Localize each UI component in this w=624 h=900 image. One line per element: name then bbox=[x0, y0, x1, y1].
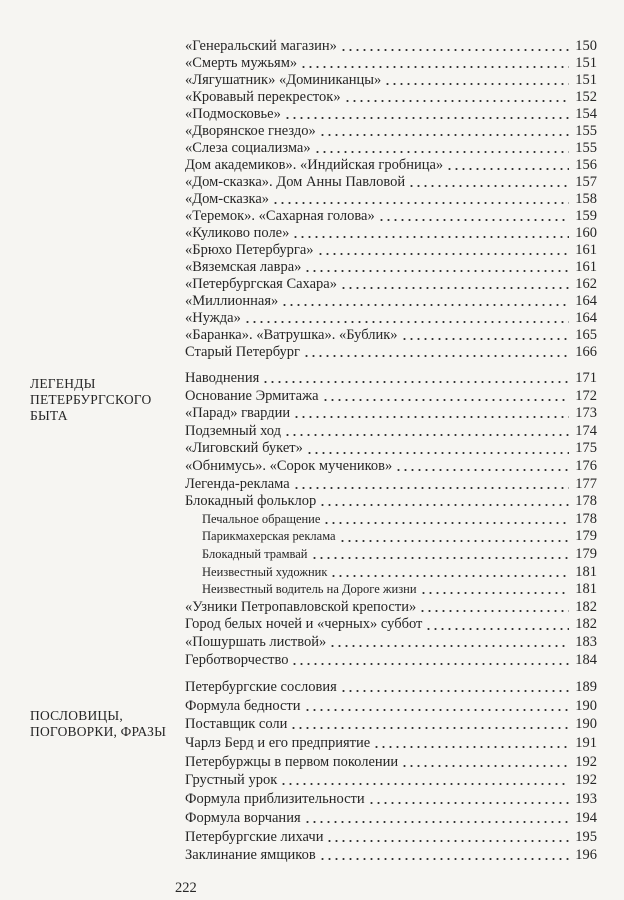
entry-title: Формула приблизительности bbox=[185, 791, 365, 808]
section-label-line: БЫТА bbox=[30, 408, 68, 423]
toc-entry bbox=[185, 697, 597, 716]
entry-page: 172 bbox=[575, 387, 597, 404]
leader-dots bbox=[319, 123, 569, 140]
entry-page: 156 bbox=[575, 157, 597, 173]
leader-dots bbox=[340, 276, 569, 293]
section-label-line: ПЕТЕРБУРГСКОГО bbox=[30, 392, 152, 407]
toc-entry bbox=[185, 809, 597, 828]
entry-title: Блокадный фольклор bbox=[185, 493, 317, 510]
entry-title: Старый Петербург bbox=[185, 344, 301, 360]
leader-dots bbox=[280, 771, 569, 790]
entry-title: Формула ворчания bbox=[185, 809, 301, 826]
entry-page: 181 bbox=[575, 563, 597, 580]
toc-entry bbox=[185, 225, 597, 242]
entry-page: 181 bbox=[575, 581, 597, 598]
entry-title: «Баранка». «Ватрушка». «Бублик» bbox=[185, 327, 398, 343]
leader-dots bbox=[314, 140, 569, 157]
toc-entry bbox=[185, 790, 597, 809]
toc-entry bbox=[185, 140, 597, 157]
entry-page: 164 bbox=[575, 293, 597, 309]
leader-dots bbox=[317, 242, 569, 259]
leader-dots bbox=[284, 423, 569, 441]
toc-entry bbox=[185, 89, 597, 106]
toc-entry bbox=[185, 678, 597, 697]
entry-page: 164 bbox=[575, 310, 597, 326]
entry-page: 151 bbox=[575, 72, 597, 88]
entry-page: 177 bbox=[575, 475, 597, 492]
leader-dots bbox=[306, 440, 569, 458]
entry-page: 152 bbox=[575, 89, 597, 105]
entry-page: 166 bbox=[575, 344, 597, 360]
entry-page: 161 bbox=[575, 259, 597, 275]
entry-title: «Дом-сказка». Дом Анны Павловой bbox=[185, 174, 406, 190]
entry-page: 196 bbox=[575, 847, 597, 864]
entry-page: 182 bbox=[575, 598, 597, 615]
leader-dots bbox=[304, 259, 569, 276]
entry-page: 173 bbox=[575, 405, 597, 422]
leader-dots bbox=[326, 828, 569, 847]
leader-dots bbox=[420, 581, 569, 599]
leader-dots bbox=[293, 405, 569, 423]
toc-entry bbox=[185, 652, 597, 670]
entry-title: «Вяземская лавра» bbox=[185, 259, 302, 275]
leader-dots bbox=[401, 753, 569, 772]
leader-dots bbox=[322, 388, 569, 406]
toc-entry bbox=[185, 476, 597, 494]
entry-page: 150 bbox=[575, 38, 597, 54]
entry-title: Подземный ход bbox=[185, 422, 281, 439]
entry-title: Грустный урок bbox=[185, 772, 278, 789]
leader-dots bbox=[419, 599, 569, 617]
entry-page: 193 bbox=[575, 791, 597, 808]
leader-dots bbox=[292, 225, 569, 242]
entry-title: Блокадный трамвай bbox=[202, 546, 308, 561]
entry-page: 190 bbox=[575, 716, 597, 733]
entry-page: 192 bbox=[575, 772, 597, 789]
leader-dots bbox=[339, 528, 569, 546]
leader-dots bbox=[303, 344, 569, 361]
leader-dots bbox=[319, 493, 569, 511]
toc-list bbox=[185, 678, 597, 865]
entry-title: Чарлз Берд и его предприятие bbox=[185, 735, 371, 752]
entry-page: 161 bbox=[575, 242, 597, 258]
leader-dots bbox=[330, 564, 569, 582]
section-label bbox=[30, 376, 180, 424]
leader-dots bbox=[368, 790, 569, 809]
entry-title: «Дом-сказка» bbox=[185, 191, 270, 207]
section-label-line: ПОСЛОВИЦЫ, bbox=[30, 708, 123, 723]
entry-title: Петербургские лихачи bbox=[185, 828, 324, 845]
entry-page: 178 bbox=[575, 493, 597, 510]
entry-title: «Лиговский букет» bbox=[185, 440, 303, 457]
leader-dots bbox=[311, 546, 570, 564]
leader-dots bbox=[340, 678, 569, 697]
entry-page: 151 bbox=[575, 55, 597, 71]
leader-dots bbox=[290, 715, 569, 734]
entry-page: 192 bbox=[575, 753, 597, 770]
entry-page: 194 bbox=[575, 809, 597, 826]
entry-title: Парикмахерская реклама bbox=[202, 529, 336, 544]
toc-entry bbox=[185, 616, 597, 634]
toc-entry bbox=[185, 55, 597, 72]
entry-page: 155 bbox=[575, 123, 597, 139]
toc-entry bbox=[185, 423, 597, 441]
toc-entry bbox=[185, 191, 597, 208]
toc-entry bbox=[185, 242, 597, 259]
entry-title: «Кровавый перекресток» bbox=[185, 89, 341, 105]
section-label-line: ПОГОВОРКИ, ФРАЗЫ bbox=[30, 724, 167, 739]
entry-page: 176 bbox=[575, 457, 597, 474]
entry-page: 155 bbox=[575, 140, 597, 156]
entry-page: 159 bbox=[575, 208, 597, 224]
leader-dots bbox=[304, 809, 569, 828]
entry-page: 184 bbox=[575, 651, 597, 668]
leader-dots bbox=[425, 616, 569, 634]
entry-page: 162 bbox=[575, 276, 597, 292]
entry-title: Дом академиков». «Индийская гробница» bbox=[185, 157, 444, 173]
leader-dots bbox=[319, 846, 569, 865]
toc-entry bbox=[185, 440, 597, 458]
toc-entry bbox=[185, 106, 597, 123]
leader-dots bbox=[323, 511, 569, 529]
toc-entry bbox=[185, 771, 597, 790]
leader-dots bbox=[300, 55, 569, 72]
entry-title: Петербургские сословия bbox=[185, 679, 337, 695]
entry-page: 158 bbox=[575, 191, 597, 207]
toc-entry bbox=[185, 276, 597, 293]
leader-dots bbox=[344, 89, 569, 106]
toc-entry bbox=[185, 310, 597, 327]
entry-title: Город белых ночей и «черных» суббот bbox=[185, 616, 423, 633]
toc-entry bbox=[185, 123, 597, 140]
toc-entry bbox=[185, 370, 597, 388]
entry-page: 154 bbox=[575, 106, 597, 122]
entry-page: 174 bbox=[575, 422, 597, 439]
entry-title: «Лягушатник» «Доминиканцы» bbox=[185, 72, 382, 88]
entry-page: 195 bbox=[575, 828, 597, 845]
leader-dots bbox=[284, 106, 569, 123]
toc-entry bbox=[185, 388, 597, 406]
toc-entry bbox=[185, 734, 597, 753]
entry-title: Неизвестный художник bbox=[202, 564, 328, 579]
entry-page: 175 bbox=[575, 440, 597, 457]
toc-list bbox=[185, 370, 597, 669]
toc-entry bbox=[185, 293, 597, 310]
leader-dots bbox=[384, 72, 569, 89]
leader-dots bbox=[408, 174, 569, 191]
toc-entry bbox=[185, 493, 597, 511]
section-label-line: ЛЕГЕНДЫ bbox=[30, 376, 96, 391]
entry-page: 189 bbox=[575, 679, 597, 695]
toc-entry bbox=[185, 208, 597, 225]
toc-entry bbox=[185, 327, 597, 344]
toc-entry bbox=[185, 634, 597, 652]
leader-dots bbox=[378, 208, 569, 225]
entry-title: «Слеза социализма» bbox=[185, 140, 311, 156]
entry-title: «Смерть мужьям» bbox=[185, 55, 298, 71]
toc-entry bbox=[185, 715, 597, 734]
leader-dots bbox=[293, 476, 569, 494]
entry-page: 165 bbox=[575, 327, 597, 343]
page-number: 222 bbox=[175, 880, 197, 896]
leader-dots bbox=[281, 293, 569, 310]
toc-entry bbox=[185, 528, 597, 546]
leader-dots bbox=[446, 157, 569, 174]
entry-page: 179 bbox=[575, 545, 597, 562]
entry-page: 157 bbox=[575, 174, 597, 190]
toc-entry bbox=[185, 828, 597, 847]
entry-title: Формула бедности bbox=[185, 697, 301, 714]
toc-entry bbox=[185, 344, 597, 361]
toc-entry bbox=[185, 753, 597, 772]
leader-dots bbox=[304, 697, 569, 716]
toc-entry bbox=[185, 581, 597, 599]
toc-entry bbox=[185, 599, 597, 617]
entry-title: «Узники Петропавловской крепости» bbox=[185, 598, 417, 615]
entry-title: «Петербургская Сахара» bbox=[185, 276, 337, 292]
leader-dots bbox=[340, 38, 569, 55]
entry-page: 183 bbox=[575, 633, 597, 650]
entry-title: «Парад» гвардии bbox=[185, 405, 291, 422]
entry-title: Герботворчество bbox=[185, 651, 289, 668]
entry-title: Печальное обращение bbox=[202, 511, 321, 526]
section-label bbox=[30, 708, 180, 740]
toc-entry bbox=[185, 405, 597, 423]
entry-page: 179 bbox=[575, 528, 597, 545]
leader-dots bbox=[401, 327, 569, 344]
entry-title: Неизвестный водитель на Дороге жизни bbox=[202, 582, 417, 597]
leader-dots bbox=[272, 191, 569, 208]
toc-entry bbox=[185, 546, 597, 564]
toc-entry bbox=[185, 564, 597, 582]
entry-title: Поставщик соли bbox=[185, 716, 288, 733]
leader-dots bbox=[395, 458, 569, 476]
entry-title: «Дворянское гнездо» bbox=[185, 123, 316, 139]
toc-list bbox=[185, 38, 597, 361]
entry-title: «Обнимусь». «Сорок мучеников» bbox=[185, 457, 393, 474]
entry-title: «Подмосковье» bbox=[185, 106, 281, 122]
entry-title: Легенда-реклама bbox=[185, 475, 290, 492]
toc-entry bbox=[185, 846, 597, 865]
entry-page: 190 bbox=[575, 697, 597, 714]
entry-title: «Пошуршать листвой» bbox=[185, 633, 327, 650]
entry-title: «Миллионная» bbox=[185, 293, 279, 309]
entry-page: 191 bbox=[575, 735, 597, 752]
entry-title: «Брюхо Петербурга» bbox=[185, 242, 314, 258]
toc-entry bbox=[185, 174, 597, 191]
entry-page: 178 bbox=[575, 510, 597, 527]
toc-entry bbox=[185, 38, 597, 55]
toc-entry bbox=[185, 458, 597, 476]
entry-title: «Нужда» bbox=[185, 310, 241, 326]
leader-dots bbox=[244, 310, 569, 327]
leader-dots bbox=[329, 634, 569, 652]
entry-title: Петербуржцы в первом поколении bbox=[185, 753, 399, 770]
toc-entry bbox=[185, 511, 597, 529]
toc-entry bbox=[185, 72, 597, 89]
entry-page: 160 bbox=[575, 225, 597, 241]
entry-page: 171 bbox=[575, 370, 597, 386]
toc-entry bbox=[185, 157, 597, 174]
entry-title: Наводнения bbox=[185, 370, 260, 386]
entry-title: Основание Эрмитажа bbox=[185, 387, 319, 404]
entry-title: «Теремок». «Сахарная голова» bbox=[185, 208, 375, 224]
leader-dots bbox=[291, 652, 569, 670]
entry-page: 182 bbox=[575, 616, 597, 633]
entry-title: «Генеральский магазин» bbox=[185, 38, 337, 54]
leader-dots bbox=[373, 734, 569, 753]
entry-title: «Куликово поле» bbox=[185, 225, 290, 241]
entry-title: Заклинание ямщиков bbox=[185, 847, 316, 864]
leader-dots bbox=[262, 370, 569, 388]
toc-entry bbox=[185, 259, 597, 276]
